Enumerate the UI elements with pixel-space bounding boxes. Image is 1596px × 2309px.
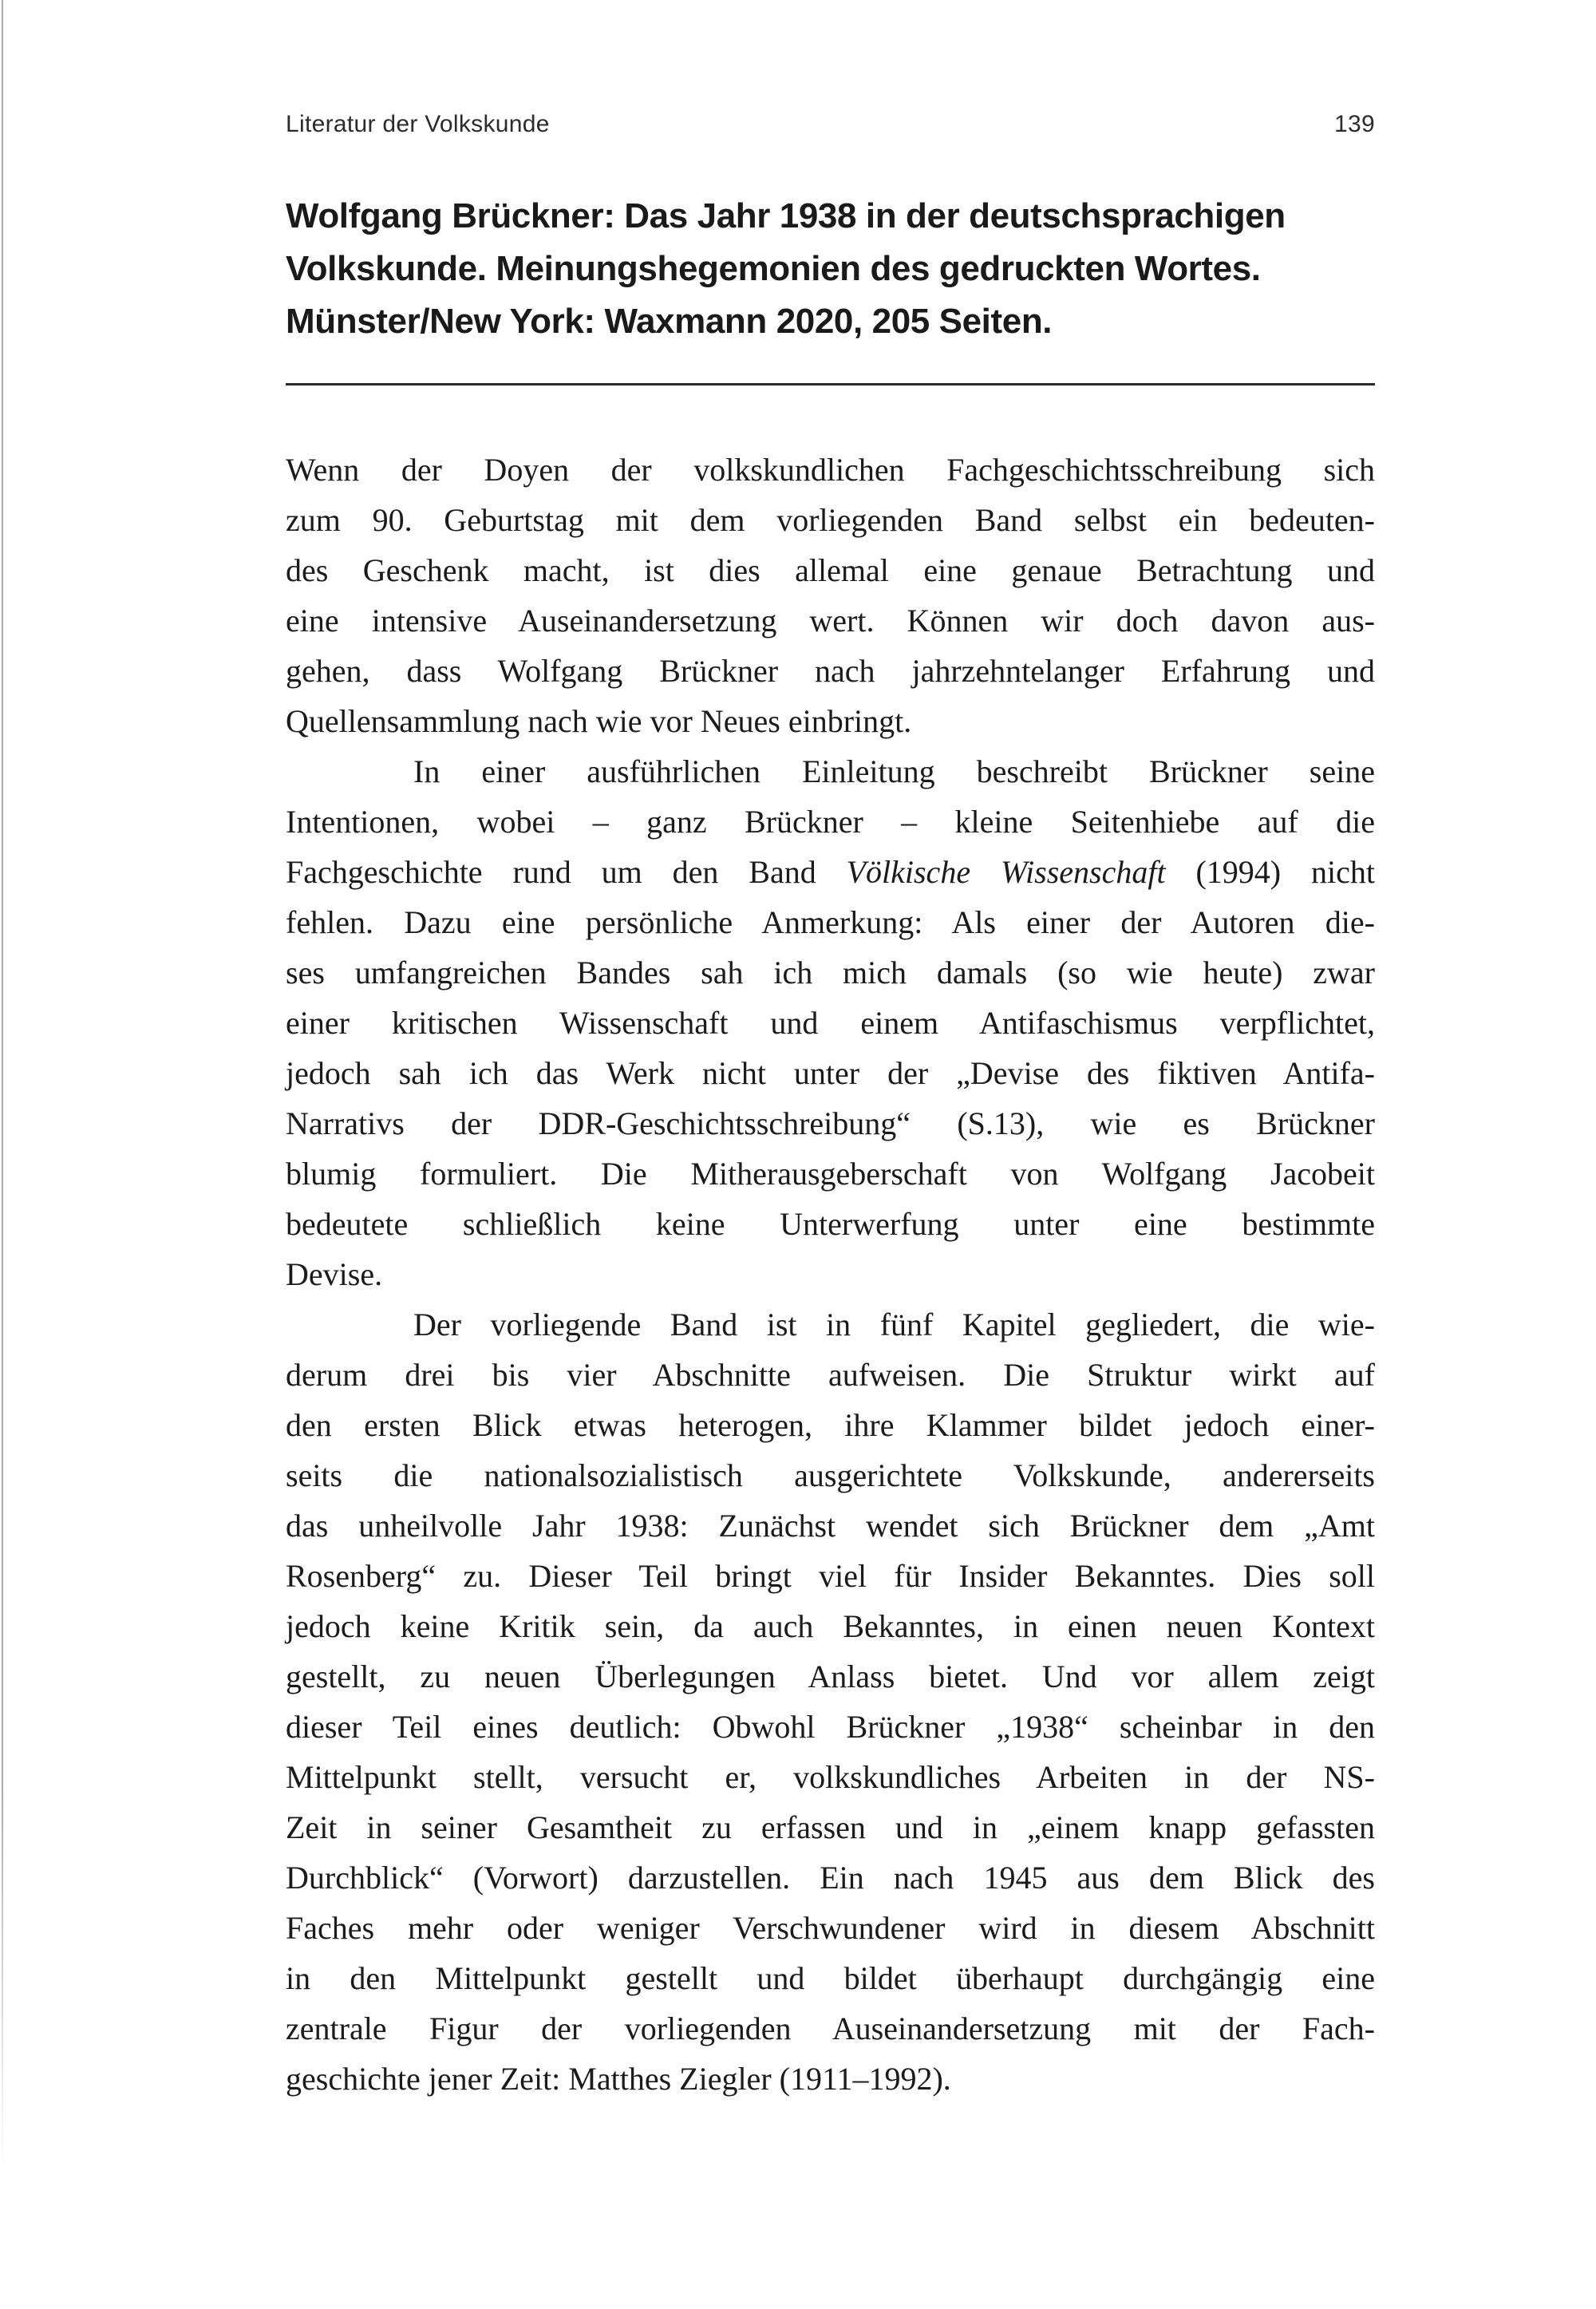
- body-line: Durchblick“ (Vorwort) darzustellen. Ein nach 1945 aus dem Blick des: [286, 1860, 1375, 1896]
- running-header: [286, 110, 1375, 139]
- body-line: Fachgeschichte rund um den Band Völkische Wissenschaft (1994) nicht: [286, 854, 1375, 890]
- body-line: jedoch keine Kritik sein, da auch Bekanntes, in einen neuen Kontext: [286, 1608, 1375, 1644]
- body-line: Intentionen, wobei – ganz Brückner – kleine Seitenhiebe auf die: [286, 804, 1375, 840]
- body-line: gehen, dass Wolfgang Brückner nach jahrzehntelanger Erfahrung und: [286, 653, 1375, 689]
- page-number: 139: [1334, 111, 1375, 137]
- body-line: Faches mehr oder weniger Verschwundener wird in diesem Abschnitt: [286, 1910, 1375, 1946]
- body-line: des Geschenk macht, ist dies allemal eine genaue Betrachtung und: [286, 552, 1375, 588]
- body-line: zentrale Figur der vorliegenden Auseinandersetzung mit der Fach-: [286, 2010, 1375, 2046]
- paragraph: [286, 1299, 1375, 2104]
- body-line: einer kritischen Wissenschaft und einem Antifaschismus verpflichtet,: [286, 1005, 1375, 1041]
- body-line: Narrativs der DDR-Geschichtsschreibung“ (S.13), wie es Brückner: [286, 1105, 1375, 1141]
- body-line: jedoch sah ich das Werk nicht unter der „Devise des fiktiven Antifa-: [286, 1055, 1375, 1091]
- page-scan-edge: [2, 0, 3, 2171]
- body-line: gestellt, zu neuen Überlegungen Anlass bietet. Und vor allem zeigt: [286, 1659, 1375, 1694]
- body-line: zum 90. Geburtstag mit dem vorliegenden Band selbst ein bedeuten-: [286, 502, 1375, 538]
- paragraph: [286, 445, 1375, 746]
- body-line: Zeit in seiner Gesamtheit zu erfassen und in „einem knapp gefassten: [286, 1809, 1375, 1845]
- body-line: fehlen. Dazu eine persönliche Anmerkung: Als einer der Autoren die-: [286, 904, 1375, 940]
- body-line: ses umfangreichen Bandes sah ich mich damals (so wie heute) zwar: [286, 955, 1375, 990]
- heading-line: Münster/New York: Waxmann 2020, 205 Seiten.: [286, 302, 1053, 341]
- body-line: eine intensive Auseinandersetzung wert. Können wir doch davon aus-: [286, 603, 1375, 639]
- body-line: Der vorliegende Band ist in fünf Kapitel gegliedert, die wie-: [413, 1307, 1375, 1342]
- book-citation-heading: [286, 190, 1375, 348]
- paragraph: [286, 746, 1375, 1299]
- divider-rule: [286, 383, 1375, 385]
- body-line: In einer ausführlichen Einleitung beschreibt Brückner seine: [413, 753, 1375, 789]
- body-line: geschichte jener Zeit: Matthes Ziegler (1911–1992).: [286, 2061, 951, 2097]
- body-line: das unheilvolle Jahr 1938: Zunächst wendet sich Brückner dem „Amt: [286, 1508, 1375, 1544]
- body-line: in den Mittelpunkt gestellt und bildet überhaupt durchgängig eine: [286, 1960, 1375, 1996]
- body-line: Mittelpunkt stellt, versucht er, volkskundliches Arbeiten in der NS-: [286, 1759, 1375, 1795]
- body-line: Rosenberg“ zu. Dieser Teil bringt viel für Insider Bekanntes. Dies soll: [286, 1558, 1375, 1594]
- body-line: Wenn der Doyen der volkskundlichen Fachgeschichtsschreibung sich: [286, 452, 1375, 488]
- body-line: Quellensammlung nach wie vor Neues einbringt.: [286, 703, 912, 739]
- heading-line: Wolfgang Brückner: Das Jahr 1938 in der deutschsprachigen: [286, 196, 1286, 235]
- body-line: blumig formuliert. Die Mitherausgeberschaft von Wolfgang Jacobeit: [286, 1156, 1375, 1192]
- body-line: bedeutete schließlich keine Unterwerfung unter eine bestimmte: [286, 1206, 1375, 1242]
- body-line: seits die nationalsozialistisch ausgerichtete Volkskunde, andererseits: [286, 1457, 1375, 1493]
- review-body-text: [286, 445, 1375, 2104]
- heading-line: Volkskunde. Meinungshegemonien des gedruckten Wortes.: [286, 249, 1261, 288]
- body-line: den ersten Blick etwas heterogen, ihre Klammer bildet jedoch einer-: [286, 1407, 1375, 1443]
- body-line: Devise.: [286, 1256, 383, 1292]
- body-line: dieser Teil eines deutlich: Obwohl Brückner „1938“ scheinbar in den: [286, 1709, 1375, 1745]
- section-label: Literatur der Volkskunde: [286, 111, 550, 137]
- body-line: derum drei bis vier Abschnitte aufweisen. Die Struktur wirkt auf: [286, 1357, 1375, 1393]
